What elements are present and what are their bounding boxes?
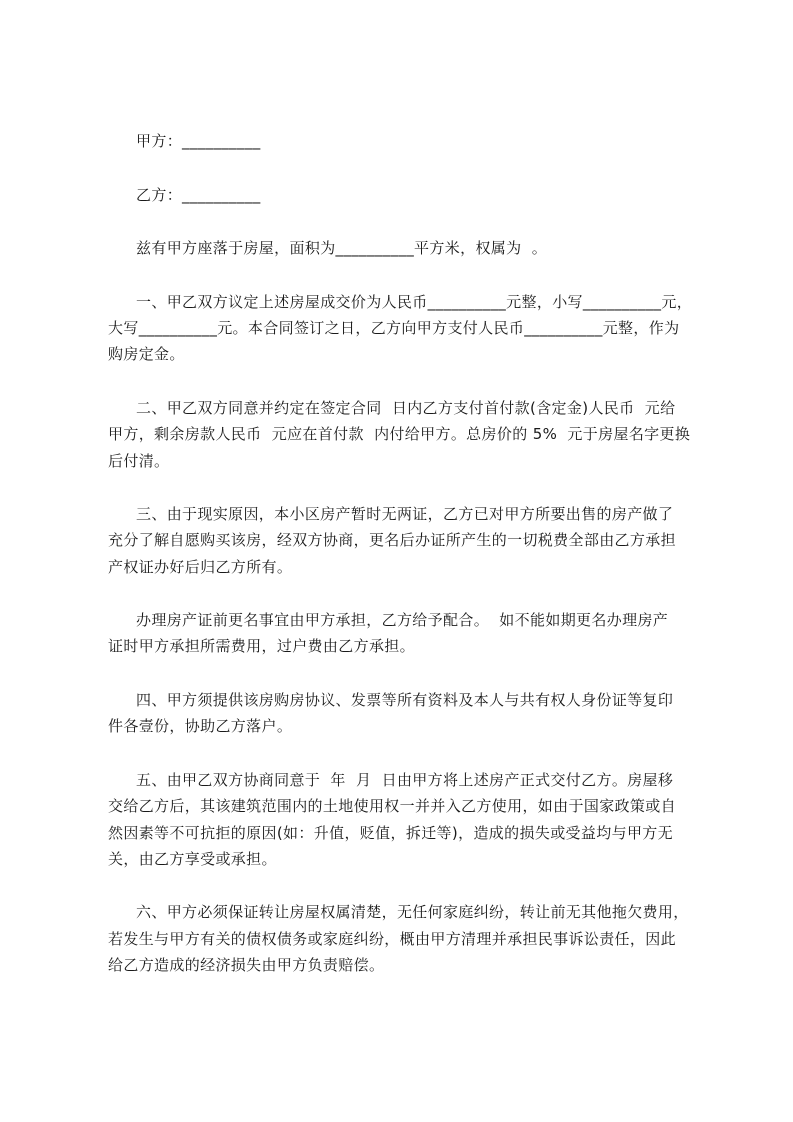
clause-3-line: 充分了解自愿购买该房，经双方协商，更名后办证所产生的一切税费全部由乙方承担 [108, 531, 676, 549]
clause-4-line: 四、甲方须提供该房购房协议、发票等所有资料及本人与共有权人身份证等复印 [136, 691, 674, 709]
clause-5-line: 交给乙方后，其该建筑范围内的土地使用权一并并入乙方使用，如由于国家政策或自 [108, 797, 676, 815]
clause-2-line: 二、甲乙双方同意并约定在签定合同 日内乙方支付首付款(含定金)人民币 元给 [136, 399, 676, 417]
clause-1-line: 大写__________元。本合同签订之日，乙方向甲方支付人民币__________元整，作为 [108, 319, 680, 337]
clause-5-line: 关，由乙方享受或承担。 [108, 850, 277, 868]
clause-4-line: 件各壹份，协助乙方落户。 [108, 717, 293, 735]
clause-3-note-line: 办理房产证前更名事宜由甲方承担，乙方给予配合。 如不能如期更名办理房产 [136, 611, 669, 629]
clause-3-line: 产权证办好后归乙方所有。 [108, 558, 293, 576]
clause-3-note-line: 证时甲方承担所需费用，过户费由乙方承担。 [108, 637, 416, 655]
clause-2-line: 后付清。 [108, 452, 170, 470]
clause-2-line: 甲方，剩余房款人民币 元应在首付款 内付给甲方。总房价的 5% 元于房屋名字更换 [108, 425, 691, 443]
clause-6-line: 六、甲方必须保证转让房屋权属清楚，无任何家庭纠纷，转让前无其他拖欠费用， [136, 903, 689, 921]
clause-3-line: 三、由于现实原因，本小区房产暂时无两证，乙方已对甲方所要出售的房产做了 [136, 505, 674, 523]
clause-5-line: 五、由甲乙双方协商同意于 年 月 日由甲方将上述房产正式交付乙方。房屋移 [136, 771, 674, 789]
clause-1-line: 购房定金。 [108, 345, 185, 363]
clause-6-line: 若发生与甲方有关的债权债务或家庭纠纷，概由甲方清理并承担民事诉讼责任，因此 [108, 930, 676, 948]
clause-6-line: 给乙方造成的经济损失由甲方负责赔偿。 [108, 956, 385, 974]
party-a-line: 甲方：__________ [136, 132, 261, 150]
party-b-line: 乙方：__________ [136, 186, 261, 204]
preamble-line: 兹有甲方座落于房屋，面积为__________平方米，权属为 。 [136, 239, 548, 257]
clause-5-line: 然因素等不可抗拒的原因(如：升值，贬值，拆迁等)，造成的损失或受益均与甲方无 [108, 824, 674, 842]
clause-1-line: 一、甲乙双方议定上述房屋成交价为人民币__________元整，小写__________元， [136, 293, 693, 311]
